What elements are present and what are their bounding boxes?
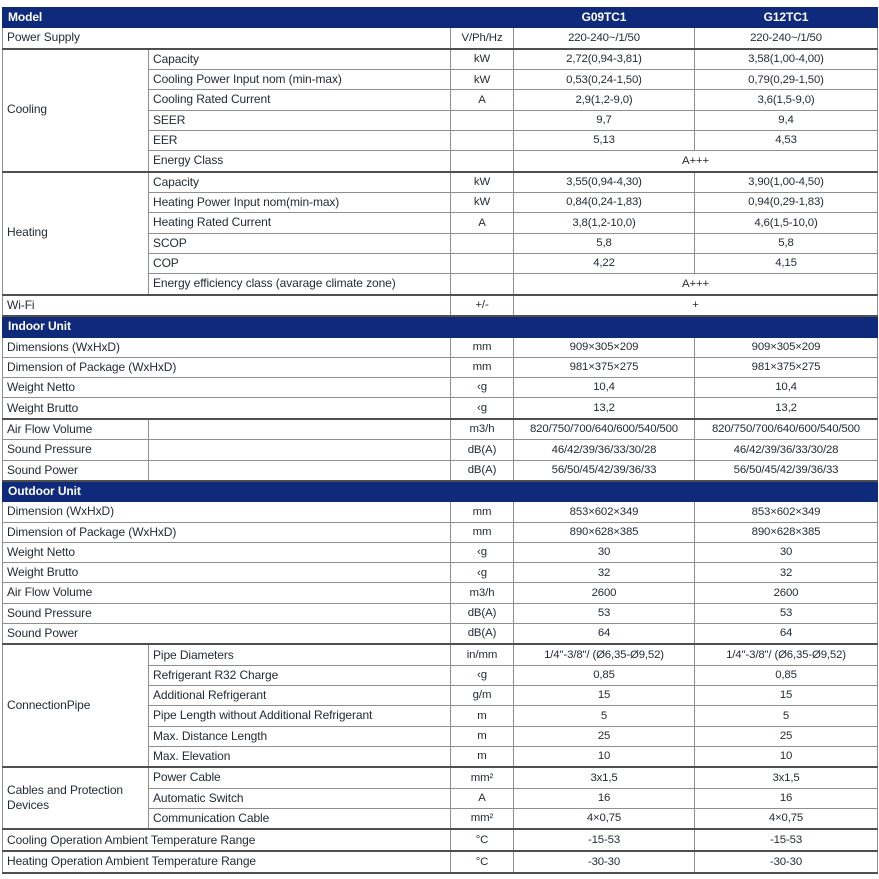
group-label: Cables and Protection Devices xyxy=(3,767,149,829)
spec-label: Max. Distance Length xyxy=(149,726,451,746)
spec-row xyxy=(3,767,878,788)
spec-value: -30-30 xyxy=(695,851,878,873)
spec-label: Refrigerant R32 Charge xyxy=(149,665,451,685)
spec-value: 46/42/39/36/33/30/28 xyxy=(695,440,878,460)
spec-value: 15 xyxy=(695,686,878,706)
spec-value: 56/50/45/42/39/36/33 xyxy=(695,460,878,481)
spec-unit xyxy=(451,110,514,130)
spec-value: 10 xyxy=(514,746,695,767)
spec-label: SCOP xyxy=(149,233,451,253)
spec-table xyxy=(2,7,878,874)
spec-value: 5,13 xyxy=(514,130,695,150)
spec-value: + xyxy=(514,295,878,317)
spec-label: Weight Brutto xyxy=(3,398,451,419)
spec-value: 10,4 xyxy=(514,378,695,398)
spec-value: 13,2 xyxy=(514,398,695,419)
spec-value: 890×628×385 xyxy=(514,522,695,542)
spec-label: Power Supply xyxy=(3,28,451,49)
spec-unit: A xyxy=(451,213,514,233)
spec-value: 3,6(1,5-9,0) xyxy=(695,90,878,110)
spec-unit: dB(A) xyxy=(451,623,514,644)
spec-value: 16 xyxy=(514,788,695,808)
spec-value: 4×0,75 xyxy=(695,809,878,830)
spec-value: 981×375×275 xyxy=(514,357,695,377)
spec-row xyxy=(3,502,878,522)
spec-unit xyxy=(451,253,514,273)
spec-unit: in/mm xyxy=(451,644,514,665)
spec-unit: dB(A) xyxy=(451,603,514,623)
spec-value: 2,9(1,2-9,0) xyxy=(514,90,695,110)
spec-label: COP xyxy=(149,253,451,273)
spec-label: Automatic Switch xyxy=(149,788,451,808)
spec-unit xyxy=(451,151,514,172)
spec-unit xyxy=(451,233,514,253)
spec-value: 4,6(1,5-10,0) xyxy=(695,213,878,233)
spec-label: Weight Netto xyxy=(3,378,451,398)
group-label: ConnectionPipe xyxy=(3,644,149,767)
spec-value: 9,4 xyxy=(695,110,878,130)
spec-unit: m xyxy=(451,746,514,767)
spec-label: Cooling Power Input nom (min-max) xyxy=(149,70,451,90)
spec-unit: mm² xyxy=(451,809,514,830)
spec-row xyxy=(3,337,878,357)
spec-unit: ‹g xyxy=(451,542,514,562)
spec-value: A+++ xyxy=(514,151,878,172)
spec-unit: ‹g xyxy=(451,378,514,398)
spec-unit: °C xyxy=(451,829,514,851)
section-header: Outdoor Unit xyxy=(3,481,878,502)
spec-value: 220-240~/1/50 xyxy=(514,28,695,49)
spec-value: 0,85 xyxy=(695,665,878,685)
spec-value: 853×602×349 xyxy=(514,502,695,522)
section-row xyxy=(3,316,878,337)
empty-cell xyxy=(149,460,451,481)
spec-value: 820/750/700/640/600/540/500 xyxy=(514,419,695,440)
spec-value: 981×375×275 xyxy=(695,357,878,377)
spec-unit: m xyxy=(451,706,514,726)
spec-row xyxy=(3,357,878,377)
spec-label: Dimension of Package (WxHxD) xyxy=(3,357,451,377)
spec-value: 5,8 xyxy=(695,233,878,253)
spec-row xyxy=(3,172,878,193)
spec-value: 15 xyxy=(514,686,695,706)
spec-value: -15-53 xyxy=(695,829,878,851)
spec-value: 13,2 xyxy=(695,398,878,419)
spec-label: Dimension (WxHxD) xyxy=(3,502,451,522)
spec-label: Power Cable xyxy=(149,767,451,788)
spec-label: Energy efficiency class (avarage climate zone) xyxy=(149,274,451,295)
spec-value: 0,84(0,24-1,83) xyxy=(514,193,695,213)
spec-unit: g/m xyxy=(451,686,514,706)
spec-label: Additional Refrigerant xyxy=(149,686,451,706)
spec-row xyxy=(3,563,878,583)
empty-cell xyxy=(149,440,451,460)
spec-row xyxy=(3,583,878,603)
spec-value: 0,85 xyxy=(514,665,695,685)
spec-label: Wi-Fi xyxy=(3,295,451,317)
spec-label: Dimension of Package (WxHxD) xyxy=(3,522,451,542)
spec-value: 220-240~/1/50 xyxy=(695,28,878,49)
spec-unit: dB(A) xyxy=(451,460,514,481)
spec-unit: V/Ph/Hz xyxy=(451,28,514,49)
spec-value: 3,55(0,94-4,30) xyxy=(514,172,695,193)
spec-value: 909×305×209 xyxy=(514,337,695,357)
group-label: Cooling xyxy=(3,49,149,172)
spec-unit: mm xyxy=(451,502,514,522)
spec-label: Sound Power xyxy=(3,623,451,644)
spec-value: 890×628×385 xyxy=(695,522,878,542)
spec-row xyxy=(3,460,878,481)
spec-value: 10 xyxy=(695,746,878,767)
spec-value: 25 xyxy=(695,726,878,746)
spec-unit: mm xyxy=(451,357,514,377)
spec-value: 1/4''-3/8"/ (Ø6,35-Ø9,52) xyxy=(514,644,695,665)
spec-row xyxy=(3,295,878,317)
spec-value: 4×0,75 xyxy=(514,809,695,830)
spec-unit: kW xyxy=(451,172,514,193)
spec-row xyxy=(3,829,878,851)
spec-value: 3,58(1,00-4,00) xyxy=(695,49,878,70)
spec-value: 10,4 xyxy=(695,378,878,398)
spec-label: EER xyxy=(149,130,451,150)
spec-value: 3x1,5 xyxy=(695,767,878,788)
spec-unit: mm xyxy=(451,522,514,542)
spec-value: 4,22 xyxy=(514,253,695,273)
spec-value: 0,53(0,24-1,50) xyxy=(514,70,695,90)
spec-label: Air Flow Volume xyxy=(3,419,149,440)
spec-row xyxy=(3,623,878,644)
spec-label: Weight Brutto xyxy=(3,563,451,583)
spec-value: -30-30 xyxy=(514,851,695,873)
section-header: Indoor Unit xyxy=(3,316,878,337)
spec-value: 5,8 xyxy=(514,233,695,253)
spec-label: Heating Operation Ambient Temperature Range xyxy=(3,851,451,873)
spec-value: 16 xyxy=(695,788,878,808)
spec-unit xyxy=(451,130,514,150)
spec-value: 4,15 xyxy=(695,253,878,273)
spec-value: 909×305×209 xyxy=(695,337,878,357)
spec-value: 2600 xyxy=(514,583,695,603)
spec-label: Heating Power Input nom(min-max) xyxy=(149,193,451,213)
spec-unit: kW xyxy=(451,49,514,70)
spec-unit: m3/h xyxy=(451,583,514,603)
spec-label: Sound Pressure xyxy=(3,440,149,460)
spec-value: 46/42/39/36/33/30/28 xyxy=(514,440,695,460)
spec-unit: dB(A) xyxy=(451,440,514,460)
spec-value: 1/4''-3/8"/ (Ø6,35-Ø9,52) xyxy=(695,644,878,665)
spec-value: -15-53 xyxy=(514,829,695,851)
spec-table-body xyxy=(3,8,878,874)
spec-unit: m xyxy=(451,726,514,746)
spec-value: 30 xyxy=(514,542,695,562)
spec-label: Capacity xyxy=(149,49,451,70)
spec-value: 53 xyxy=(514,603,695,623)
model-header-row xyxy=(3,8,878,28)
spec-row xyxy=(3,603,878,623)
spec-unit: mm xyxy=(451,337,514,357)
spec-value: 32 xyxy=(514,563,695,583)
spec-label: Cooling Rated Current xyxy=(149,90,451,110)
spec-row xyxy=(3,542,878,562)
spec-value: 2600 xyxy=(695,583,878,603)
spec-value: 3,8(1,2-10,0) xyxy=(514,213,695,233)
spec-value: 64 xyxy=(514,623,695,644)
spec-value: 2,72(0,94-3,81) xyxy=(514,49,695,70)
empty-cell xyxy=(149,419,451,440)
spec-label: Heating Rated Current xyxy=(149,213,451,233)
spec-label: Air Flow Volume xyxy=(3,583,451,603)
spec-row xyxy=(3,49,878,70)
spec-value: 5 xyxy=(695,706,878,726)
model-column-header: G12TC1 xyxy=(695,8,878,28)
spec-value: 25 xyxy=(514,726,695,746)
model-column-header: G09TC1 xyxy=(514,8,695,28)
spec-row xyxy=(3,644,878,665)
spec-label: Sound Pressure xyxy=(3,603,451,623)
spec-unit: ‹g xyxy=(451,665,514,685)
spec-label: Pipe Length without Additional Refrigerant xyxy=(149,706,451,726)
spec-value: 56/50/45/42/39/36/33 xyxy=(514,460,695,481)
spec-value: A+++ xyxy=(514,274,878,295)
spec-unit: ‹g xyxy=(451,563,514,583)
spec-row xyxy=(3,28,878,49)
spec-label: Cooling Operation Ambient Temperature Range xyxy=(3,829,451,851)
spec-value: 53 xyxy=(695,603,878,623)
spec-value: 3,90(1,00-4,50) xyxy=(695,172,878,193)
spec-unit: A xyxy=(451,90,514,110)
spec-value: 820/750/700/640/600/540/500 xyxy=(695,419,878,440)
spec-value: 3x1,5 xyxy=(514,767,695,788)
spec-value: 32 xyxy=(695,563,878,583)
spec-value: 9,7 xyxy=(514,110,695,130)
spec-label: Energy Class xyxy=(149,151,451,172)
spec-value: 5 xyxy=(514,706,695,726)
spec-row xyxy=(3,419,878,440)
spec-unit xyxy=(451,274,514,295)
spec-label: Dimensions (WxHxD) xyxy=(3,337,451,357)
spec-label: Sound Power xyxy=(3,460,149,481)
spec-value: 0,79(0,29-1,50) xyxy=(695,70,878,90)
section-row xyxy=(3,481,878,502)
spec-label: Pipe Diameters xyxy=(149,644,451,665)
spec-value: 4,53 xyxy=(695,130,878,150)
spec-label: Communication Cable xyxy=(149,809,451,830)
spec-unit: ‹g xyxy=(451,398,514,419)
model-header-label: Model xyxy=(3,8,514,28)
spec-row xyxy=(3,440,878,460)
spec-unit: m3/h xyxy=(451,419,514,440)
spec-unit: mm² xyxy=(451,767,514,788)
group-label: Heating xyxy=(3,172,149,295)
spec-value: 30 xyxy=(695,542,878,562)
spec-value: 64 xyxy=(695,623,878,644)
spec-row xyxy=(3,398,878,419)
spec-unit: A xyxy=(451,788,514,808)
spec-label: Capacity xyxy=(149,172,451,193)
spec-unit: °C xyxy=(451,851,514,873)
spec-row xyxy=(3,378,878,398)
spec-unit: +/- xyxy=(451,295,514,317)
spec-label: SEER xyxy=(149,110,451,130)
spec-label: Max. Elevation xyxy=(149,746,451,767)
spec-unit: kW xyxy=(451,193,514,213)
spec-unit: kW xyxy=(451,70,514,90)
spec-value: 853×602×349 xyxy=(695,502,878,522)
spec-row xyxy=(3,851,878,873)
spec-row xyxy=(3,522,878,542)
spec-value: 0,94(0,29-1,83) xyxy=(695,193,878,213)
spec-label: Weight Netto xyxy=(3,542,451,562)
